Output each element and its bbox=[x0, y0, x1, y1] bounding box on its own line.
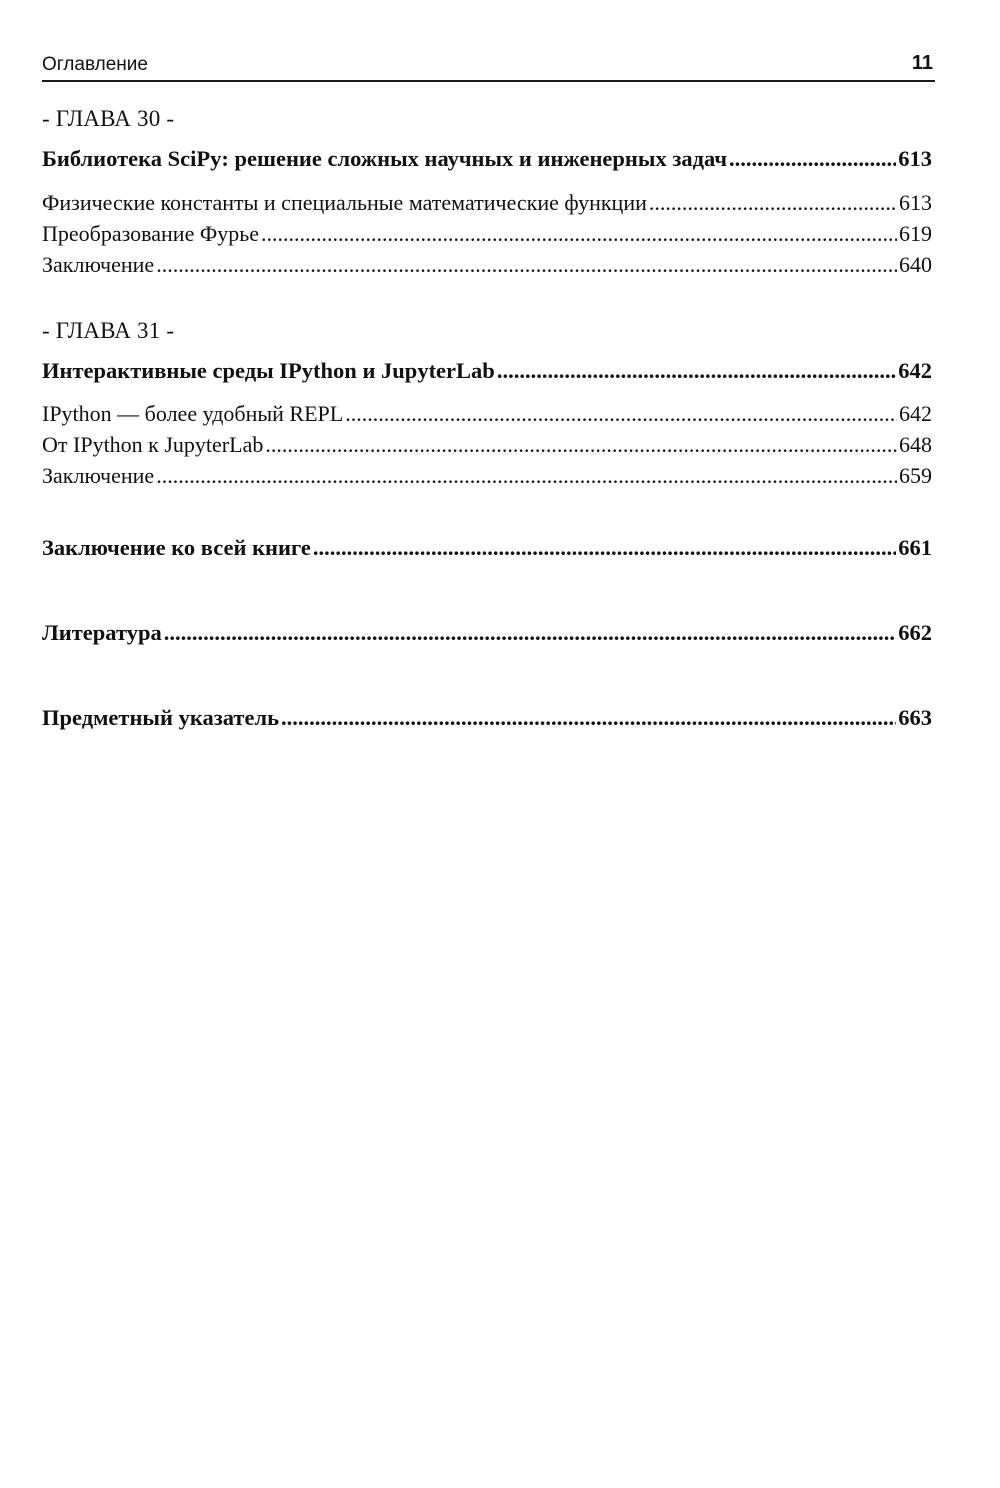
toc-back-matter-entry bbox=[42, 535, 932, 561]
toc-chapter-heading bbox=[42, 358, 932, 384]
toc-entry-page: 648 bbox=[899, 432, 932, 457]
toc-entry-page: 640 bbox=[899, 252, 932, 277]
toc-entry-title: Физические константы и специальные математические функции bbox=[42, 190, 647, 215]
toc-entry-title: Заключение ко всей книге bbox=[42, 535, 311, 560]
toc-entry-page: 662 bbox=[898, 620, 932, 645]
toc-section-entry bbox=[42, 252, 932, 278]
toc-entry-title: Заключение bbox=[42, 463, 155, 488]
toc-section-entry bbox=[42, 463, 932, 489]
dot-leader bbox=[156, 252, 897, 278]
dot-leader bbox=[164, 620, 897, 646]
dot-leader bbox=[497, 358, 896, 384]
dot-leader bbox=[649, 190, 897, 216]
toc-entry-page: 659 bbox=[899, 463, 932, 488]
running-header-title: Оглавление bbox=[42, 54, 148, 75]
toc-entry-title: Преобразование Фурье bbox=[42, 221, 260, 246]
toc-entry-page: 663 bbox=[898, 705, 932, 730]
toc-section-entry bbox=[42, 190, 932, 216]
dot-leader bbox=[345, 401, 897, 427]
toc-entry-title: IPython — более удобный REPL bbox=[42, 401, 344, 426]
dot-leader bbox=[313, 535, 896, 561]
chapter-label: - ГЛАВА 30 - bbox=[42, 106, 175, 131]
toc-entry-title: Предметный указатель bbox=[42, 705, 279, 730]
toc-section-entry bbox=[42, 432, 932, 458]
dot-leader bbox=[265, 432, 897, 458]
running-header bbox=[42, 52, 935, 82]
toc-entry-page: 661 bbox=[898, 535, 932, 560]
dot-leader bbox=[729, 146, 896, 172]
toc-back-matter-entry bbox=[42, 620, 932, 646]
toc-entry-title: Заключение bbox=[42, 252, 155, 277]
toc-entry-page: 613 bbox=[899, 190, 932, 215]
toc-entry-page: 619 bbox=[899, 221, 932, 246]
toc-entry-page: 613 bbox=[898, 146, 932, 171]
dot-leader bbox=[281, 705, 896, 731]
toc-chapter-heading bbox=[42, 146, 932, 172]
toc-entry-page: 642 bbox=[898, 358, 932, 383]
toc-back-matter-entry bbox=[42, 705, 932, 731]
toc-entry-page: 642 bbox=[899, 401, 932, 426]
dot-leader bbox=[156, 463, 897, 489]
toc-entry-title: От IPython к JupyterLab bbox=[42, 432, 264, 457]
page-number: 11 bbox=[911, 52, 933, 74]
toc-section-entry bbox=[42, 221, 932, 247]
toc-section-entry bbox=[42, 401, 932, 427]
toc-entry-title: Библиотека SciPy: решение сложных научных и инженерных задач bbox=[42, 146, 728, 171]
chapter-label: - ГЛАВА 31 - bbox=[42, 318, 175, 343]
toc-entry-title: Литература bbox=[42, 620, 162, 645]
toc-entry-title: Интерактивные среды IPython и JupyterLab bbox=[42, 358, 495, 383]
dot-leader bbox=[261, 221, 897, 247]
